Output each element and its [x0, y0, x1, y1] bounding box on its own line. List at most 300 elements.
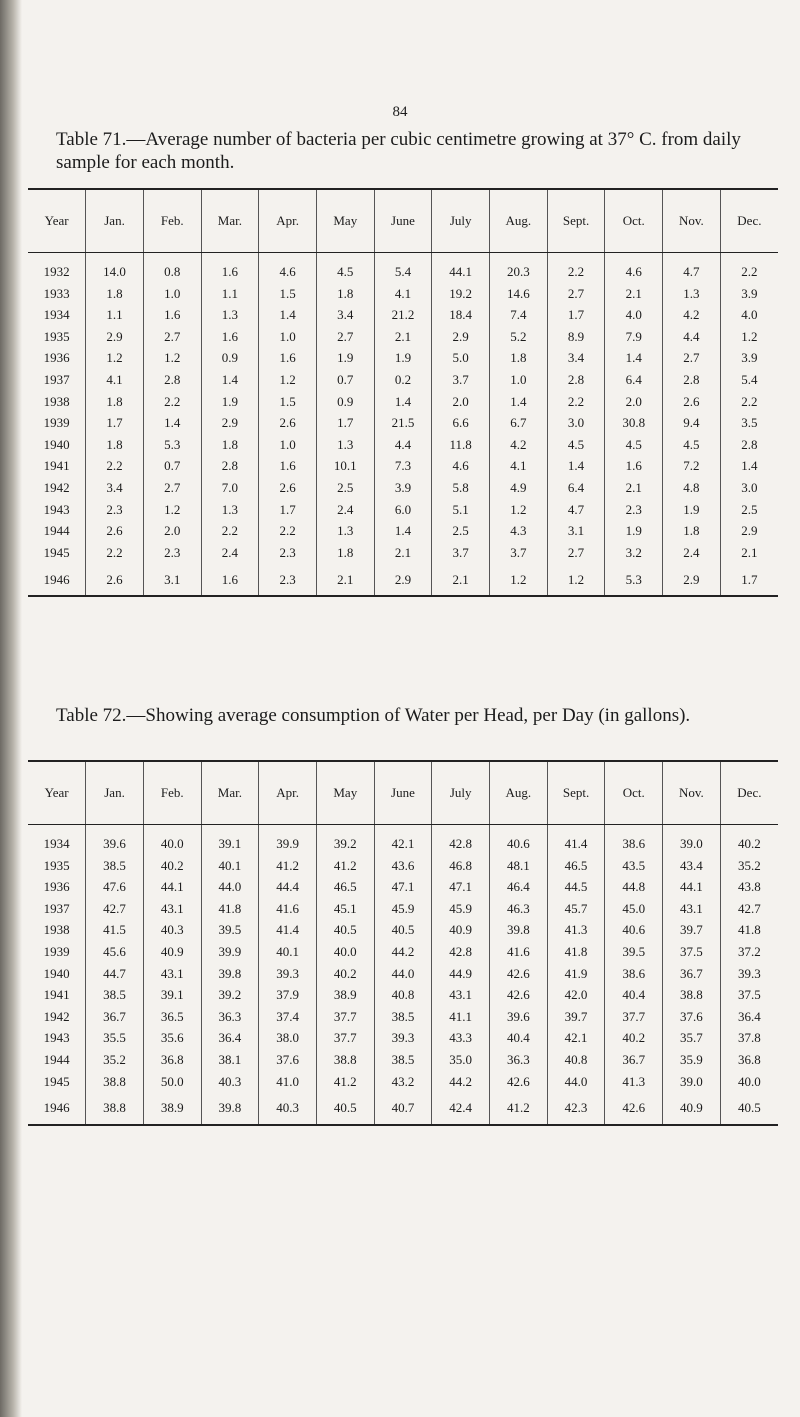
year-cell: 1935 — [43, 857, 70, 873]
value-cell: 45.1 — [316, 898, 374, 920]
column-header: Jan. — [86, 761, 144, 825]
value-cell: 43.4 — [663, 855, 721, 877]
table-71-body — [28, 253, 778, 597]
table-71-header-row — [28, 189, 778, 253]
value-cell: 36.3 — [201, 1006, 259, 1028]
value-cell: 1.7 — [316, 412, 374, 434]
year-cell: 1946 — [43, 1100, 70, 1116]
table-row — [28, 941, 778, 963]
value-cell: 38.5 — [86, 855, 144, 877]
value-cell: 5.3 — [605, 563, 663, 596]
value-cell: 50.0 — [143, 1071, 201, 1093]
value-cell: 41.3 — [605, 1071, 663, 1093]
table-row — [28, 434, 778, 456]
table-row — [28, 1049, 778, 1071]
table-row — [28, 520, 778, 542]
value-cell: 40.9 — [663, 1092, 721, 1125]
value-cell: 1.2 — [259, 369, 317, 391]
value-cell: 46.4 — [490, 876, 548, 898]
value-cell: 41.3 — [547, 919, 605, 941]
value-cell: 37.7 — [605, 1006, 663, 1028]
year-cell: 1934 — [43, 307, 70, 323]
value-cell: 40.0 — [316, 941, 374, 963]
value-cell: 2.9 — [201, 412, 259, 434]
value-cell: 43.6 — [374, 855, 432, 877]
value-cell: 41.1 — [432, 1006, 490, 1028]
value-cell: 0.7 — [316, 369, 374, 391]
value-cell: 1.6 — [201, 253, 259, 283]
value-cell: 2.2 — [259, 520, 317, 542]
value-cell: 36.8 — [720, 1049, 778, 1071]
value-cell: 2.4 — [663, 542, 721, 564]
value-cell: 46.5 — [316, 876, 374, 898]
table-row — [28, 391, 778, 413]
value-cell: 41.8 — [720, 919, 778, 941]
value-cell: 2.9 — [432, 326, 490, 348]
value-cell: 4.5 — [663, 434, 721, 456]
value-cell: 3.7 — [432, 542, 490, 564]
year-cell: 1945 — [43, 1073, 70, 1089]
value-cell: 38.6 — [605, 825, 663, 855]
value-cell: 2.0 — [432, 391, 490, 413]
value-cell: 39.8 — [201, 1092, 259, 1125]
value-cell: 1.6 — [259, 347, 317, 369]
value-cell: 39.6 — [490, 1006, 548, 1028]
value-cell: 2.9 — [86, 326, 144, 348]
year-cell: 1934 — [43, 836, 70, 851]
column-header: Oct. — [605, 761, 663, 825]
value-cell: 37.7 — [316, 1006, 374, 1028]
year-cell: 1940 — [43, 436, 70, 452]
value-cell: 4.5 — [547, 434, 605, 456]
value-cell: 47.1 — [374, 876, 432, 898]
value-cell: 2.8 — [547, 369, 605, 391]
value-cell: 44.9 — [432, 963, 490, 985]
value-cell: 1.7 — [547, 304, 605, 326]
value-cell: 4.5 — [605, 434, 663, 456]
value-cell: 41.8 — [547, 941, 605, 963]
value-cell: 44.4 — [259, 876, 317, 898]
column-header: July — [432, 761, 490, 825]
value-cell: 41.2 — [316, 1071, 374, 1093]
value-cell: 38.9 — [143, 1092, 201, 1125]
value-cell: 44.1 — [432, 253, 490, 283]
table-71 — [28, 188, 778, 597]
value-cell: 37.7 — [316, 1027, 374, 1049]
column-header: Mar. — [201, 189, 259, 253]
value-cell: 45.7 — [547, 898, 605, 920]
value-cell: 1.2 — [720, 326, 778, 348]
value-cell: 41.6 — [490, 941, 548, 963]
value-cell: 7.0 — [201, 477, 259, 499]
value-cell: 39.3 — [259, 963, 317, 985]
value-cell: 2.9 — [374, 563, 432, 596]
value-cell: 2.2 — [86, 542, 144, 564]
value-cell: 39.3 — [720, 963, 778, 985]
value-cell: 5.8 — [432, 477, 490, 499]
value-cell: 36.4 — [720, 1006, 778, 1028]
value-cell: 1.6 — [259, 455, 317, 477]
value-cell: 3.0 — [547, 412, 605, 434]
value-cell: 42.3 — [547, 1092, 605, 1125]
value-cell: 47.1 — [432, 876, 490, 898]
value-cell: 40.2 — [316, 963, 374, 985]
column-header: May — [316, 761, 374, 825]
year-cell: 1943 — [43, 501, 70, 517]
value-cell: 2.0 — [605, 391, 663, 413]
value-cell: 40.5 — [720, 1092, 778, 1125]
value-cell: 1.1 — [201, 283, 259, 305]
value-cell: 45.0 — [605, 898, 663, 920]
value-cell: 1.7 — [259, 499, 317, 521]
column-header: Jan. — [86, 189, 144, 253]
value-cell: 2.1 — [605, 477, 663, 499]
table-row — [28, 1006, 778, 1028]
value-cell: 1.1 — [86, 304, 144, 326]
value-cell: 2.7 — [143, 477, 201, 499]
column-header: Year — [28, 189, 86, 253]
value-cell: 44.7 — [86, 963, 144, 985]
value-cell: 39.1 — [143, 984, 201, 1006]
value-cell: 2.0 — [143, 520, 201, 542]
value-cell: 9.4 — [663, 412, 721, 434]
value-cell: 38.8 — [86, 1071, 144, 1093]
value-cell: 3.4 — [316, 304, 374, 326]
value-cell: 40.5 — [316, 1092, 374, 1125]
year-cell: 1939 — [43, 943, 70, 959]
value-cell: 4.4 — [663, 326, 721, 348]
value-cell: 1.3 — [201, 499, 259, 521]
value-cell: 7.2 — [663, 455, 721, 477]
value-cell: 1.4 — [259, 304, 317, 326]
value-cell: 1.8 — [663, 520, 721, 542]
year-cell: 1936 — [43, 879, 70, 895]
table-row — [28, 542, 778, 564]
value-cell: 39.5 — [605, 941, 663, 963]
value-cell: 2.4 — [201, 542, 259, 564]
value-cell: 1.4 — [201, 369, 259, 391]
value-cell: 5.3 — [143, 434, 201, 456]
value-cell: 5.4 — [720, 369, 778, 391]
value-cell: 45.9 — [432, 898, 490, 920]
value-cell: 2.8 — [663, 369, 721, 391]
value-cell: 1.4 — [720, 455, 778, 477]
value-cell: 3.0 — [720, 477, 778, 499]
value-cell: 6.0 — [374, 499, 432, 521]
value-cell: 2.7 — [547, 542, 605, 564]
value-cell: 44.0 — [547, 1071, 605, 1093]
table-72 — [28, 760, 778, 1126]
value-cell: 40.6 — [490, 825, 548, 855]
value-cell: 4.0 — [720, 304, 778, 326]
value-cell: 1.8 — [316, 283, 374, 305]
value-cell: 5.4 — [374, 253, 432, 283]
value-cell: 36.7 — [605, 1049, 663, 1071]
value-cell: 4.2 — [490, 434, 548, 456]
value-cell: 42.8 — [432, 941, 490, 963]
value-cell: 40.5 — [374, 919, 432, 941]
value-cell: 36.3 — [490, 1049, 548, 1071]
value-cell: 46.8 — [432, 855, 490, 877]
value-cell: 39.0 — [663, 825, 721, 855]
value-cell: 1.4 — [490, 391, 548, 413]
value-cell: 2.5 — [720, 499, 778, 521]
value-cell: 4.3 — [490, 520, 548, 542]
value-cell: 43.5 — [605, 855, 663, 877]
value-cell: 2.5 — [432, 520, 490, 542]
value-cell: 39.5 — [201, 919, 259, 941]
value-cell: 1.8 — [86, 434, 144, 456]
year-cell: 1943 — [43, 1030, 70, 1046]
column-header: Nov. — [663, 189, 721, 253]
value-cell: 39.7 — [547, 1006, 605, 1028]
value-cell: 2.7 — [663, 347, 721, 369]
value-cell: 1.2 — [143, 347, 201, 369]
value-cell: 40.4 — [490, 1027, 548, 1049]
value-cell: 1.0 — [259, 434, 317, 456]
value-cell: 40.5 — [316, 919, 374, 941]
scan-edge-shadow — [0, 0, 22, 1417]
value-cell: 7.4 — [490, 304, 548, 326]
value-cell: 1.7 — [720, 563, 778, 596]
value-cell: 3.2 — [605, 542, 663, 564]
value-cell: 2.9 — [663, 563, 721, 596]
value-cell: 41.6 — [259, 898, 317, 920]
table-row — [28, 253, 778, 283]
table-row — [28, 347, 778, 369]
column-header: Sept. — [547, 761, 605, 825]
year-cell: 1944 — [43, 523, 70, 539]
value-cell: 4.1 — [374, 283, 432, 305]
value-cell: 37.5 — [720, 984, 778, 1006]
value-cell: 2.2 — [547, 391, 605, 413]
value-cell: 1.4 — [143, 412, 201, 434]
value-cell: 2.6 — [86, 563, 144, 596]
value-cell: 1.9 — [663, 499, 721, 521]
value-cell: 3.7 — [432, 369, 490, 391]
year-cell: 1932 — [43, 264, 70, 279]
year-cell: 1942 — [43, 1008, 70, 1024]
value-cell: 0.8 — [143, 253, 201, 283]
value-cell: 44.5 — [547, 876, 605, 898]
value-cell: 40.3 — [259, 1092, 317, 1125]
value-cell: 36.5 — [143, 1006, 201, 1028]
value-cell: 6.7 — [490, 412, 548, 434]
value-cell: 1.2 — [490, 563, 548, 596]
value-cell: 43.1 — [143, 963, 201, 985]
value-cell: 43.1 — [663, 898, 721, 920]
year-cell: 1937 — [43, 900, 70, 916]
value-cell: 42.1 — [547, 1027, 605, 1049]
value-cell: 42.6 — [605, 1092, 663, 1125]
value-cell: 39.9 — [201, 941, 259, 963]
value-cell: 38.1 — [201, 1049, 259, 1071]
value-cell: 4.8 — [663, 477, 721, 499]
year-cell: 1938 — [43, 393, 70, 409]
value-cell: 45.9 — [374, 898, 432, 920]
value-cell: 42.6 — [490, 963, 548, 985]
value-cell: 8.9 — [547, 326, 605, 348]
value-cell: 44.1 — [663, 876, 721, 898]
value-cell: 42.8 — [432, 825, 490, 855]
value-cell: 1.2 — [86, 347, 144, 369]
table-row — [28, 1071, 778, 1093]
value-cell: 39.3 — [374, 1027, 432, 1049]
value-cell: 43.3 — [432, 1027, 490, 1049]
year-cell: 1935 — [43, 328, 70, 344]
value-cell: 4.6 — [259, 253, 317, 283]
column-header: Sept. — [547, 189, 605, 253]
value-cell: 41.8 — [201, 898, 259, 920]
year-cell: 1944 — [43, 1051, 70, 1067]
table-row — [28, 304, 778, 326]
value-cell: 40.3 — [143, 919, 201, 941]
value-cell: 1.3 — [201, 304, 259, 326]
column-header: Feb. — [143, 761, 201, 825]
value-cell: 38.8 — [663, 984, 721, 1006]
value-cell: 2.6 — [259, 412, 317, 434]
value-cell: 4.6 — [432, 455, 490, 477]
value-cell: 35.6 — [143, 1027, 201, 1049]
value-cell: 1.4 — [547, 455, 605, 477]
value-cell: 35.9 — [663, 1049, 721, 1071]
table-row — [28, 283, 778, 305]
value-cell: 1.0 — [143, 283, 201, 305]
column-header: Aug. — [490, 761, 548, 825]
value-cell: 1.0 — [259, 326, 317, 348]
value-cell: 2.2 — [143, 391, 201, 413]
value-cell: 3.9 — [720, 283, 778, 305]
value-cell: 1.5 — [259, 391, 317, 413]
value-cell: 42.7 — [720, 898, 778, 920]
value-cell: 40.1 — [259, 941, 317, 963]
year-cell: 1946 — [43, 571, 70, 587]
value-cell: 11.8 — [432, 434, 490, 456]
value-cell: 2.9 — [720, 520, 778, 542]
value-cell: 44.2 — [374, 941, 432, 963]
value-cell: 2.3 — [259, 542, 317, 564]
value-cell: 42.0 — [547, 984, 605, 1006]
table-72-body — [28, 825, 778, 1126]
value-cell: 30.8 — [605, 412, 663, 434]
value-cell: 37.8 — [720, 1027, 778, 1049]
value-cell: 41.9 — [547, 963, 605, 985]
value-cell: 37.6 — [663, 1006, 721, 1028]
value-cell: 4.2 — [663, 304, 721, 326]
value-cell: 35.7 — [663, 1027, 721, 1049]
value-cell: 40.0 — [720, 1071, 778, 1093]
value-cell: 43.1 — [143, 898, 201, 920]
value-cell: 3.5 — [720, 412, 778, 434]
year-cell: 1939 — [43, 415, 70, 431]
value-cell: 4.1 — [490, 455, 548, 477]
value-cell: 2.1 — [432, 563, 490, 596]
value-cell: 2.6 — [259, 477, 317, 499]
year-cell: 1936 — [43, 350, 70, 366]
value-cell: 4.5 — [316, 253, 374, 283]
value-cell: 2.7 — [143, 326, 201, 348]
value-cell: 43.8 — [720, 876, 778, 898]
value-cell: 37.9 — [259, 984, 317, 1006]
value-cell: 40.8 — [547, 1049, 605, 1071]
table-row — [28, 499, 778, 521]
value-cell: 40.8 — [374, 984, 432, 1006]
value-cell: 35.2 — [86, 1049, 144, 1071]
value-cell: 3.4 — [86, 477, 144, 499]
table-71-caption: Table 71.—Average number of bacteria per cubic centimetre growing at 37° C. from daily sample for each month. — [56, 129, 741, 173]
value-cell: 38.8 — [86, 1092, 144, 1125]
value-cell: 4.1 — [86, 369, 144, 391]
table-row — [28, 1092, 778, 1125]
value-cell: 40.2 — [720, 825, 778, 855]
year-cell: 1941 — [43, 458, 70, 474]
value-cell: 4.9 — [490, 477, 548, 499]
table-72-caption: Table 72.—Showing average consumption of Water per Head, per Day (in gallons). — [56, 705, 691, 726]
column-header: Mar. — [201, 761, 259, 825]
value-cell: 1.8 — [201, 434, 259, 456]
value-cell: 7.3 — [374, 455, 432, 477]
value-cell: 2.6 — [663, 391, 721, 413]
value-cell: 41.4 — [547, 825, 605, 855]
table-row — [28, 563, 778, 596]
value-cell: 1.5 — [259, 283, 317, 305]
value-cell: 5.1 — [432, 499, 490, 521]
value-cell: 36.7 — [86, 1006, 144, 1028]
value-cell: 2.3 — [86, 499, 144, 521]
value-cell: 4.6 — [605, 253, 663, 283]
value-cell: 38.9 — [316, 984, 374, 1006]
value-cell: 3.4 — [547, 347, 605, 369]
value-cell: 40.1 — [201, 855, 259, 877]
value-cell: 2.2 — [86, 455, 144, 477]
value-cell: 46.5 — [547, 855, 605, 877]
value-cell: 6.4 — [547, 477, 605, 499]
value-cell: 2.3 — [605, 499, 663, 521]
value-cell: 0.9 — [201, 347, 259, 369]
column-header: Aug. — [490, 189, 548, 253]
value-cell: 2.1 — [605, 283, 663, 305]
value-cell: 2.1 — [316, 563, 374, 596]
value-cell: 1.7 — [86, 412, 144, 434]
value-cell: 42.1 — [374, 825, 432, 855]
table-row — [28, 1027, 778, 1049]
year-cell: 1942 — [43, 479, 70, 495]
column-header: Dec. — [720, 189, 778, 253]
value-cell: 40.3 — [201, 1071, 259, 1093]
value-cell: 2.2 — [720, 253, 778, 283]
value-cell: 36.8 — [143, 1049, 201, 1071]
value-cell: 42.7 — [86, 898, 144, 920]
table-row — [28, 919, 778, 941]
value-cell: 35.2 — [720, 855, 778, 877]
value-cell: 1.6 — [201, 326, 259, 348]
value-cell: 1.6 — [143, 304, 201, 326]
value-cell: 44.0 — [374, 963, 432, 985]
value-cell: 42.6 — [490, 984, 548, 1006]
value-cell: 2.1 — [374, 542, 432, 564]
value-cell: 1.9 — [201, 391, 259, 413]
value-cell: 46.3 — [490, 898, 548, 920]
value-cell: 39.9 — [259, 825, 317, 855]
value-cell: 1.4 — [374, 520, 432, 542]
table-row — [28, 455, 778, 477]
column-header: Apr. — [259, 189, 317, 253]
value-cell: 37.4 — [259, 1006, 317, 1028]
table-row — [28, 825, 778, 855]
value-cell: 1.4 — [605, 347, 663, 369]
value-cell: 5.2 — [490, 326, 548, 348]
value-cell: 1.6 — [605, 455, 663, 477]
